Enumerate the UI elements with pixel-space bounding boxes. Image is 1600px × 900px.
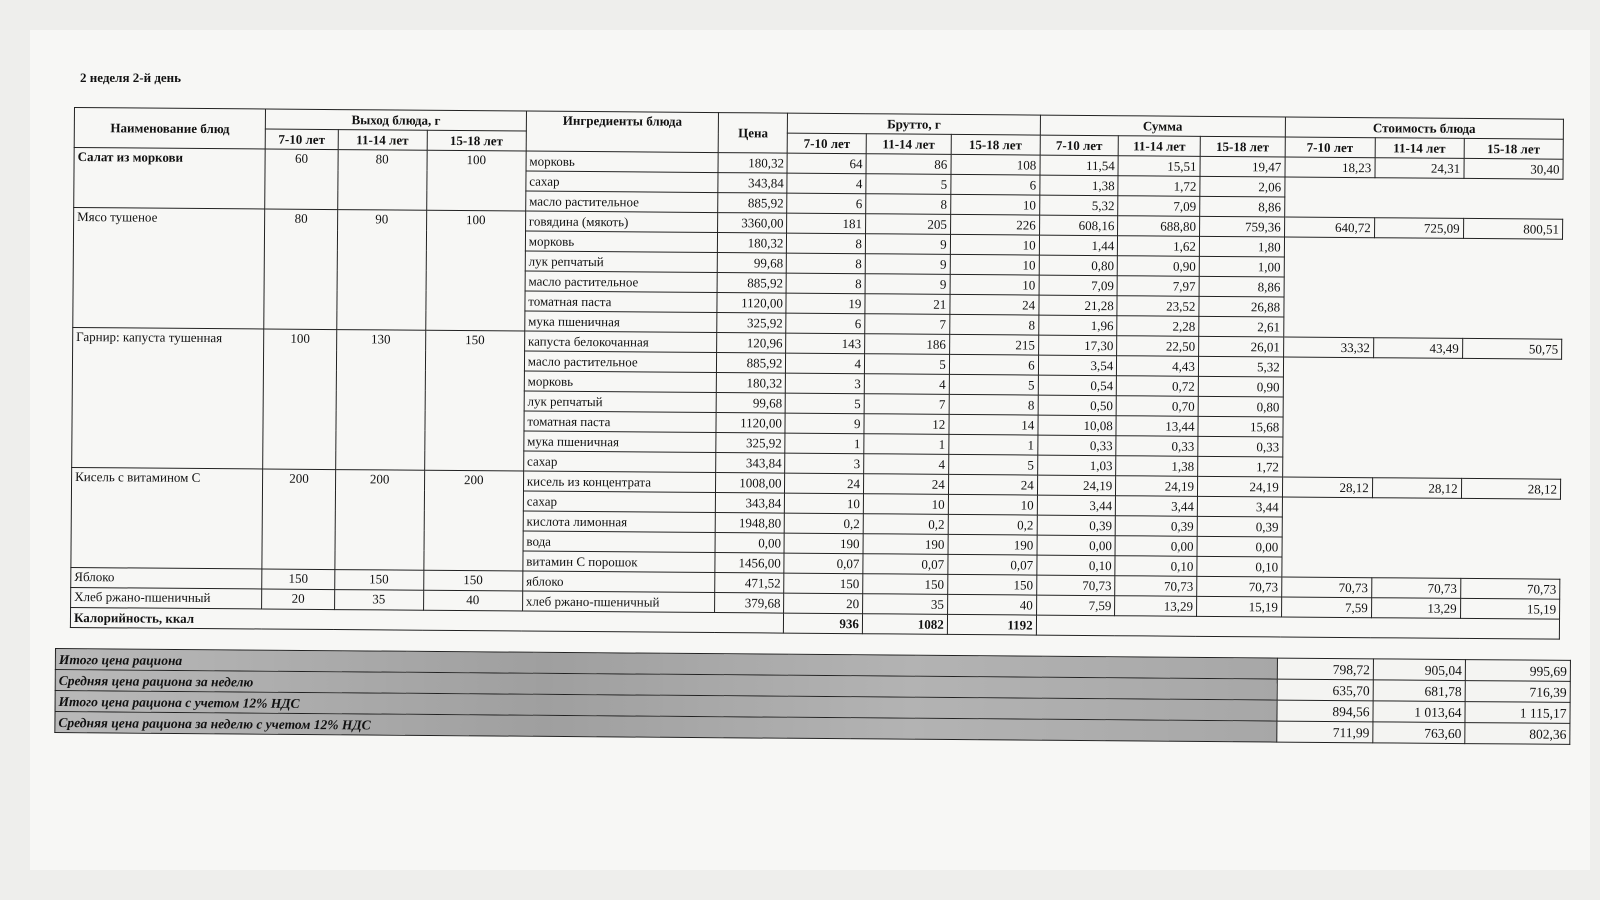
ingredient-gross: 40 <box>947 594 1036 615</box>
header-age: 7-10 лет <box>788 133 867 154</box>
summary-value: 995,69 <box>1465 660 1570 682</box>
dish-name: Яблоко <box>71 567 262 589</box>
ingredient-gross: 0,07 <box>863 554 948 575</box>
ingredient-gross: 24 <box>948 474 1037 495</box>
ingredient-gross: 4 <box>787 173 866 194</box>
header-yield: Выход блюда, г <box>266 109 527 131</box>
header-age: 7-10 лет <box>265 129 338 150</box>
header-price: Цена <box>718 113 788 154</box>
dish-cost: 24,31 <box>1375 158 1464 179</box>
ingredient-gross: 9 <box>865 234 950 255</box>
ingredient-gross: 86 <box>866 154 951 175</box>
ingredient-gross: 9 <box>865 274 950 295</box>
ingredient-name: сахар <box>523 491 715 513</box>
dish-yield: 90 <box>336 210 426 331</box>
ingredient-sum: 70,73 <box>1197 576 1282 597</box>
ingredient-name: витамин С порошок <box>523 551 715 573</box>
ingredient-sum: 7,09 <box>1039 275 1118 296</box>
ingredient-gross: 5 <box>948 454 1037 475</box>
ingredient-gross: 8 <box>866 194 951 215</box>
summary-label: Средняя цена рациона за неделю с учетом 12% НДС <box>55 712 1277 743</box>
ingredient-price: 0,00 <box>715 533 784 554</box>
ingredient-sum: 5,32 <box>1198 356 1283 377</box>
ingredient-sum: 15,19 <box>1196 596 1281 617</box>
ingredient-gross: 3 <box>786 373 865 394</box>
dish-cost: 28,12 <box>1372 478 1461 499</box>
ingredient-sum: 1,03 <box>1037 455 1116 476</box>
ingredient-sum: 70,73 <box>1115 576 1197 597</box>
ingredient-sum: 0,10 <box>1115 556 1197 577</box>
ingredient-sum: 11,54 <box>1040 155 1119 176</box>
calories-value: 1192 <box>947 614 1036 635</box>
ingredient-name: томатная паста <box>524 411 716 433</box>
ingredient-price: 343,84 <box>718 173 787 194</box>
summary-label: Итого цена рациона <box>55 649 1277 680</box>
ingredient-gross: 1 <box>864 434 949 455</box>
ingredient-gross: 6 <box>786 313 865 334</box>
ingredient-sum: 0,00 <box>1037 535 1116 556</box>
ingredient-sum: 0,90 <box>1198 376 1283 397</box>
empty-cell <box>1282 497 1561 579</box>
ingredient-sum: 2,61 <box>1199 316 1284 337</box>
dish-cost: 13,29 <box>1371 598 1460 619</box>
ingredient-sum: 2,28 <box>1117 316 1199 337</box>
ingredient-sum: 15,51 <box>1118 156 1200 177</box>
ingredient-sum: 70,73 <box>1036 575 1115 596</box>
ingredient-price: 1120,00 <box>716 413 785 434</box>
ingredient-sum: 0,00 <box>1197 536 1282 557</box>
summary-value: 905,04 <box>1373 659 1465 681</box>
header-age: 11-14 лет <box>1118 136 1200 157</box>
ingredient-sum: 0,10 <box>1197 556 1282 577</box>
ingredient-gross: 0,2 <box>785 513 864 534</box>
ingredient-sum: 0,33 <box>1116 436 1198 457</box>
ingredient-gross: 150 <box>784 573 863 594</box>
ingredient-sum: 0,50 <box>1038 395 1117 416</box>
ingredient-name: масло растительное <box>524 351 716 373</box>
ingredient-gross: 8 <box>786 273 865 294</box>
summary-label: Средняя цена рациона за неделю <box>55 670 1277 701</box>
ingredient-price: 885,92 <box>717 353 786 374</box>
header-age: 7-10 лет <box>1285 137 1375 158</box>
document-sheet <box>30 30 1590 870</box>
ingredient-price: 885,92 <box>717 273 786 294</box>
calories-value: 1082 <box>862 614 947 635</box>
ingredient-sum: 1,00 <box>1199 256 1284 277</box>
ingredient-gross: 143 <box>786 333 865 354</box>
ingredient-gross: 3 <box>785 453 864 474</box>
dish-yield: 150 <box>424 330 524 471</box>
ingredient-price: 1008,00 <box>716 473 785 494</box>
ingredient-gross: 0,07 <box>784 553 863 574</box>
ingredient-gross: 10 <box>950 234 1039 255</box>
ingredient-price: 379,68 <box>715 593 784 614</box>
ingredient-gross: 4 <box>864 374 949 395</box>
dish-yield: 200 <box>423 470 523 571</box>
ingredient-gross: 10 <box>948 494 1037 515</box>
dish-yield: 150 <box>423 570 522 591</box>
ingredient-price: 471,52 <box>715 573 784 594</box>
header-age: 15-18 лет <box>1464 138 1564 159</box>
ingredient-sum: 13,44 <box>1116 416 1198 437</box>
ingredient-sum: 0,80 <box>1198 396 1283 417</box>
ingredient-sum: 0,72 <box>1117 376 1199 397</box>
dish-cost: 70,73 <box>1281 577 1371 598</box>
ingredient-gross: 10 <box>785 493 864 514</box>
ingredient-sum: 0,10 <box>1037 555 1116 576</box>
ingredient-sum: 0,33 <box>1198 436 1283 457</box>
ingredient-name: морковь <box>524 371 716 393</box>
dish-yield: 20 <box>262 589 335 610</box>
dish-yield: 80 <box>264 209 337 330</box>
ingredient-name: яблоко <box>523 571 715 593</box>
summary-value: 1 013,64 <box>1373 701 1465 723</box>
header-age: 15-18 лет <box>427 130 526 151</box>
header-age: 15-18 лет <box>1200 136 1285 157</box>
ingredient-gross: 9 <box>785 413 864 434</box>
ingredient-sum: 7,97 <box>1117 276 1199 297</box>
header-age: 15-18 лет <box>951 134 1040 155</box>
dish-cost: 33,32 <box>1283 337 1373 358</box>
summary-label: Итого цена рациона с учетом 12% НДС <box>55 691 1277 722</box>
ingredient-sum: 8,86 <box>1199 276 1284 297</box>
ingredient-name: кисель из концентрата <box>523 471 715 493</box>
ingredient-gross: 5 <box>866 174 951 195</box>
ingredient-sum: 0,90 <box>1117 256 1199 277</box>
dish-cost: 70,73 <box>1460 578 1560 599</box>
ingredient-gross: 10 <box>950 254 1039 275</box>
dish-yield: 100 <box>263 329 336 470</box>
dish-cost: 28,12 <box>1461 478 1561 499</box>
ingredient-price: 180,32 <box>718 233 787 254</box>
dish-name: Мясо тушеное <box>73 208 265 329</box>
ingredient-sum: 688,80 <box>1118 216 1200 237</box>
ingredient-sum: 7,59 <box>1036 595 1115 616</box>
ingredient-sum: 1,38 <box>1116 456 1198 477</box>
dish-name: Салат из моркови <box>74 148 266 210</box>
dish-yield: 200 <box>262 469 335 570</box>
ingredient-sum: 3,44 <box>1037 495 1116 516</box>
ingredient-name: говядина (мякоть) <box>525 211 717 233</box>
ingredient-gross: 190 <box>948 534 1037 555</box>
ingredient-gross: 215 <box>949 334 1038 355</box>
ingredient-name: мука пшеничная <box>525 311 717 333</box>
ingredient-gross: 9 <box>865 254 950 275</box>
ingredient-name: кислота лимонная <box>523 511 715 533</box>
ingredient-sum: 24,19 <box>1116 476 1198 497</box>
dish-yield: 35 <box>334 590 423 611</box>
dish-name: Кисель с витамином С <box>71 467 263 568</box>
summary-value: 681,78 <box>1373 680 1465 702</box>
ingredient-sum: 22,50 <box>1117 336 1199 357</box>
ingredient-name: вода <box>523 531 715 553</box>
dish-cost: 28,12 <box>1282 477 1372 498</box>
ingredient-gross: 8 <box>950 314 1039 335</box>
summary-value: 798,72 <box>1277 658 1373 680</box>
ingredient-gross: 24 <box>863 474 948 495</box>
dish-name: Хлеб ржано-пшеничный <box>71 587 262 609</box>
ingredient-price: 1948,80 <box>715 513 784 534</box>
ingredient-name: мука пшеничная <box>524 431 716 453</box>
ingredient-gross: 205 <box>866 214 951 235</box>
empty-cell <box>1283 237 1562 339</box>
dish-cost: 800,51 <box>1463 218 1563 239</box>
ingredient-sum: 1,62 <box>1118 236 1200 257</box>
ingredient-name: томатная паста <box>525 291 717 313</box>
summary-value: 894,56 <box>1277 700 1373 722</box>
ingredient-sum: 3,44 <box>1197 496 1282 517</box>
ingredient-sum: 0,33 <box>1037 435 1116 456</box>
header-dish-name: Наименование блюд <box>74 108 266 150</box>
ingredient-gross: 186 <box>865 334 950 355</box>
ingredient-price: 325,92 <box>717 313 786 334</box>
ingredient-sum: 19,47 <box>1200 156 1285 177</box>
ingredient-price: 99,68 <box>716 393 785 414</box>
ingredient-gross: 10 <box>950 194 1039 215</box>
ingredient-sum: 3,44 <box>1116 496 1198 517</box>
dish-cost: 43,49 <box>1373 338 1462 359</box>
dish-cost: 50,75 <box>1462 338 1562 359</box>
ingredient-sum: 7,09 <box>1118 196 1200 217</box>
ingredient-sum: 1,96 <box>1038 315 1117 336</box>
ingredient-sum: 2,06 <box>1200 176 1285 197</box>
ingredient-price: 343,84 <box>716 453 785 474</box>
ingredient-sum: 3,54 <box>1038 355 1117 376</box>
ingredient-gross: 5 <box>786 393 865 414</box>
ingredient-gross: 5 <box>864 354 949 375</box>
ingredient-sum: 0,70 <box>1116 396 1198 417</box>
dish-cost: 30,40 <box>1464 158 1564 179</box>
ingredient-sum: 26,88 <box>1199 296 1284 317</box>
header-age: 11-14 лет <box>338 130 427 151</box>
menu-table <box>70 107 1564 640</box>
dish-yield: 60 <box>265 149 338 210</box>
dish-yield: 40 <box>423 590 522 611</box>
ingredient-gross: 4 <box>864 454 949 475</box>
ingredient-price: 885,92 <box>718 193 787 214</box>
header-age: 7-10 лет <box>1040 135 1119 156</box>
document-heading: 2 неделя 2-й день <box>80 70 182 85</box>
ingredient-sum: 24,19 <box>1037 475 1116 496</box>
summary-table <box>54 648 1571 745</box>
ingredient-sum: 0,00 <box>1115 536 1197 557</box>
ingredient-sum: 0,54 <box>1038 375 1117 396</box>
ingredient-gross: 108 <box>951 154 1040 175</box>
ingredient-price: 343,84 <box>715 493 784 514</box>
summary-value: 711,99 <box>1277 721 1373 743</box>
ingredient-name: хлеб ржано-пшеничный <box>522 591 714 613</box>
dish-yield: 80 <box>337 150 426 211</box>
empty-cell <box>1036 615 1559 639</box>
ingredient-price: 1456,00 <box>715 553 784 574</box>
ingredient-gross: 8 <box>787 253 866 274</box>
ingredient-name: сахар <box>523 451 715 473</box>
ingredient-sum: 1,38 <box>1040 175 1119 196</box>
ingredient-name: капуста белокочанная <box>524 331 716 353</box>
ingredient-sum: 608,16 <box>1039 215 1118 236</box>
ingredient-gross: 7 <box>864 394 949 415</box>
ingredient-price: 1120,00 <box>717 293 786 314</box>
ingredient-sum: 1,44 <box>1039 235 1118 256</box>
header-age: 11-14 лет <box>866 134 951 155</box>
ingredient-gross: 24 <box>785 473 864 494</box>
ingredient-gross: 150 <box>947 574 1036 595</box>
summary-value: 716,39 <box>1465 681 1570 703</box>
dish-cost: 7,59 <box>1281 597 1371 618</box>
ingredient-sum: 24,19 <box>1197 476 1282 497</box>
ingredient-price: 120,96 <box>717 333 786 354</box>
dish-yield: 100 <box>426 150 526 211</box>
ingredient-gross: 1 <box>785 433 864 454</box>
ingredient-gross: 150 <box>863 574 948 595</box>
calories-label: Калорийность, ккал <box>70 607 784 633</box>
ingredient-sum: 10,08 <box>1038 415 1117 436</box>
ingredient-gross: 10 <box>863 494 948 515</box>
ingredient-sum: 17,30 <box>1038 335 1117 356</box>
ingredient-gross: 20 <box>784 593 863 614</box>
header-sum: Сумма <box>1040 115 1285 137</box>
ingredient-gross: 4 <box>786 353 865 374</box>
ingredient-sum: 1,72 <box>1118 176 1200 197</box>
dish-name: Гарнир: капуста тушенная <box>72 327 264 468</box>
ingredient-gross: 64 <box>787 153 866 174</box>
ingredient-gross: 21 <box>865 294 950 315</box>
ingredient-gross: 19 <box>786 293 865 314</box>
header-gross: Брутто, г <box>788 113 1040 135</box>
header-cost: Стоимость блюда <box>1285 117 1563 139</box>
summary-value: 1 115,17 <box>1465 702 1570 724</box>
ingredient-name: масло растительное <box>525 271 717 293</box>
dish-yield: 130 <box>335 330 425 471</box>
dish-yield: 150 <box>334 570 423 591</box>
ingredient-sum: 0,80 <box>1039 255 1118 276</box>
ingredient-sum: 0,39 <box>1197 516 1282 537</box>
ingredient-price: 3360,00 <box>718 213 787 234</box>
dish-cost: 640,72 <box>1284 217 1374 238</box>
ingredient-sum: 0,39 <box>1115 516 1197 537</box>
ingredient-gross: 35 <box>863 594 948 615</box>
header-age: 11-14 лет <box>1375 138 1464 159</box>
ingredient-sum: 4,43 <box>1117 356 1199 377</box>
ingredient-sum: 15,68 <box>1198 416 1283 437</box>
summary-value: 635,70 <box>1277 679 1373 701</box>
ingredient-name: масло растительное <box>526 191 718 213</box>
dish-cost: 15,19 <box>1460 598 1560 619</box>
ingredient-gross: 190 <box>784 533 863 554</box>
ingredient-sum: 23,52 <box>1117 296 1199 317</box>
ingredient-gross: 14 <box>949 414 1038 435</box>
ingredient-sum: 1,72 <box>1198 456 1283 477</box>
ingredient-price: 180,32 <box>718 153 787 174</box>
ingredient-sum: 5,32 <box>1039 195 1118 216</box>
ingredient-sum: 1,80 <box>1199 236 1284 257</box>
ingredient-gross: 6 <box>951 174 1040 195</box>
empty-cell <box>1284 177 1563 219</box>
dish-yield: 100 <box>425 210 525 331</box>
ingredient-gross: 7 <box>865 314 950 335</box>
ingredient-gross: 6 <box>949 354 1038 375</box>
ingredient-gross: 0,07 <box>948 554 1037 575</box>
dish-yield: 150 <box>262 569 335 590</box>
header-ingredients: Ингредиенты блюда <box>526 111 719 153</box>
ingredient-gross: 190 <box>863 534 948 555</box>
ingredient-name: морковь <box>525 231 717 253</box>
ingredient-gross: 226 <box>950 214 1039 235</box>
ingredient-price: 325,92 <box>716 433 785 454</box>
ingredient-gross: 24 <box>950 294 1039 315</box>
ingredient-name: морковь <box>526 151 718 173</box>
ingredient-sum: 13,29 <box>1115 596 1197 617</box>
dish-cost: 18,23 <box>1285 157 1375 178</box>
empty-cell <box>1282 357 1561 479</box>
calories-value: 936 <box>784 613 863 634</box>
ingredient-gross: 8 <box>949 394 1038 415</box>
ingredient-gross: 12 <box>864 414 949 435</box>
ingredient-name: сахар <box>526 171 718 193</box>
ingredient-gross: 0,2 <box>863 514 948 535</box>
ingredient-sum: 8,86 <box>1200 196 1285 217</box>
summary-value: 802,36 <box>1465 723 1570 745</box>
summary-value: 763,60 <box>1373 722 1465 744</box>
ingredient-gross: 8 <box>787 233 866 254</box>
ingredient-sum: 26,01 <box>1199 336 1284 357</box>
ingredient-sum: 759,36 <box>1199 216 1284 237</box>
ingredient-price: 99,68 <box>717 253 786 274</box>
ingredient-gross: 0,2 <box>948 514 1037 535</box>
ingredient-name: лук репчатый <box>525 251 717 273</box>
ingredient-sum: 21,28 <box>1039 295 1118 316</box>
dish-yield: 200 <box>335 470 425 571</box>
ingredient-name: лук репчатый <box>524 391 716 413</box>
ingredient-gross: 181 <box>787 213 866 234</box>
dish-cost: 725,09 <box>1374 218 1463 239</box>
ingredient-gross: 1 <box>949 434 1038 455</box>
ingredient-price: 180,32 <box>716 373 785 394</box>
ingredient-gross: 5 <box>949 374 1038 395</box>
dish-cost: 70,73 <box>1371 578 1460 599</box>
ingredient-gross: 10 <box>950 274 1039 295</box>
ingredient-gross: 6 <box>787 193 866 214</box>
ingredient-sum: 0,39 <box>1037 515 1116 536</box>
